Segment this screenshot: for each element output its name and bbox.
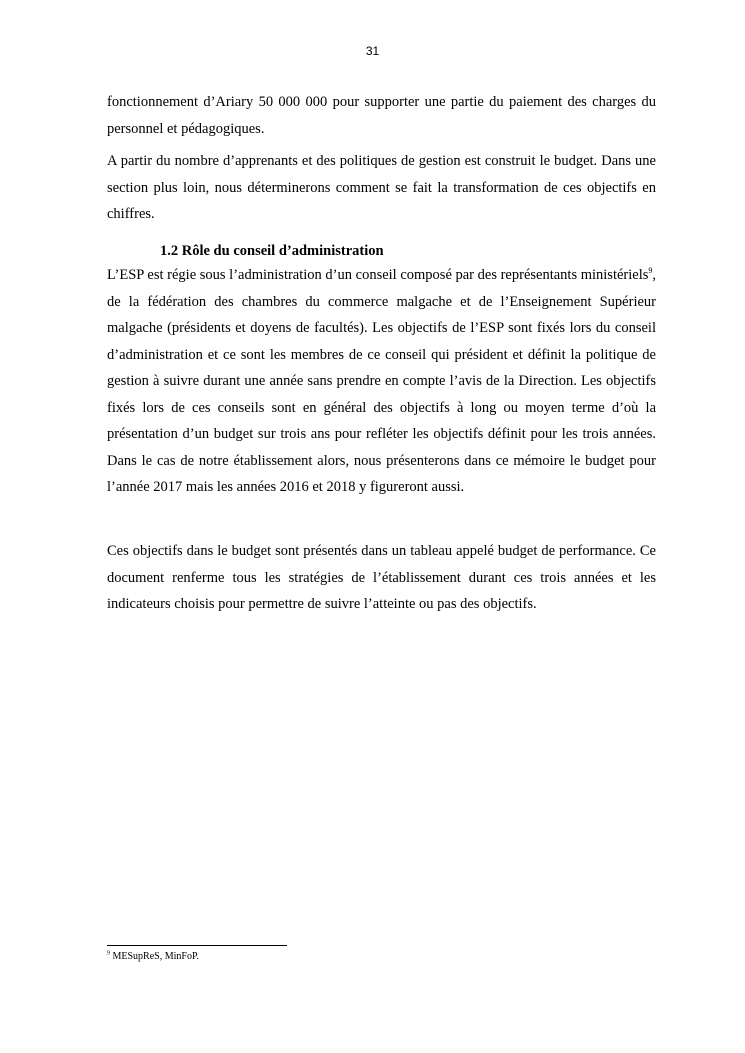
footnote-text: MESupReS, MinFoP. — [110, 951, 199, 962]
paragraph-board-role — [107, 262, 656, 501]
footnote — [107, 950, 199, 964]
footnote-separator — [107, 945, 287, 946]
footnote-reference: 9 — [648, 266, 653, 276]
section-heading: 1.2 Rôle du conseil d’administration — [160, 243, 384, 259]
page-number: 31 — [365, 44, 380, 58]
paragraph-budget-construction: A partir du nombre d’apprenants et des politiques de gestion est construit le budget. Dans une section plus loin, nous déterminerons comment se fait la transformation de ces objectifs en chiffres. — [107, 153, 656, 222]
paragraph-board-role-part1: L’ESP est régie sous l’administration d’un conseil composé par des représentants ministériels — [107, 267, 649, 283]
paragraph-budget-funding: fonctionnement d’Ariary 50 000 000 pour supporter une partie du paiement des charges du personnel et pédagogiques. — [107, 94, 656, 137]
paragraph-performance-budget: Ces objectifs dans le budget sont présentés dans un tableau appelé budget de performance. Ce document renferme tous les stratégies de l’établissement durant ces trois années et les indicateurs choisis pour permettre de suivre l’atteinte ou pas des objectifs. — [107, 543, 656, 612]
paragraph-board-role-part2: , de la fédération des chambres du commerce malgache et de l’Enseignement Supérieur malgache (présidents et doyens de facultés). Les objectifs de l’ESP sont fixés lors du conseil d’administration et ce sont les membres de ce conseil qui président et définit la politique de gestion à suivre durant une année sans prendre en compte l’avis de la Direction. Les objectifs fixés lors de ces conseils sont en général des objectifs à long ou moyen terme d’où la présentation d’un budget sur trois ans pour refléter les objectifs définit pour les trois années. Dans le cas de notre établissement alors, nous présenterons dans ce mémoire le budget pour l’année 2017 mais les années 2016 et 2018 y figureront aussi. — [107, 267, 656, 495]
footnote-number: 9 — [107, 950, 110, 957]
